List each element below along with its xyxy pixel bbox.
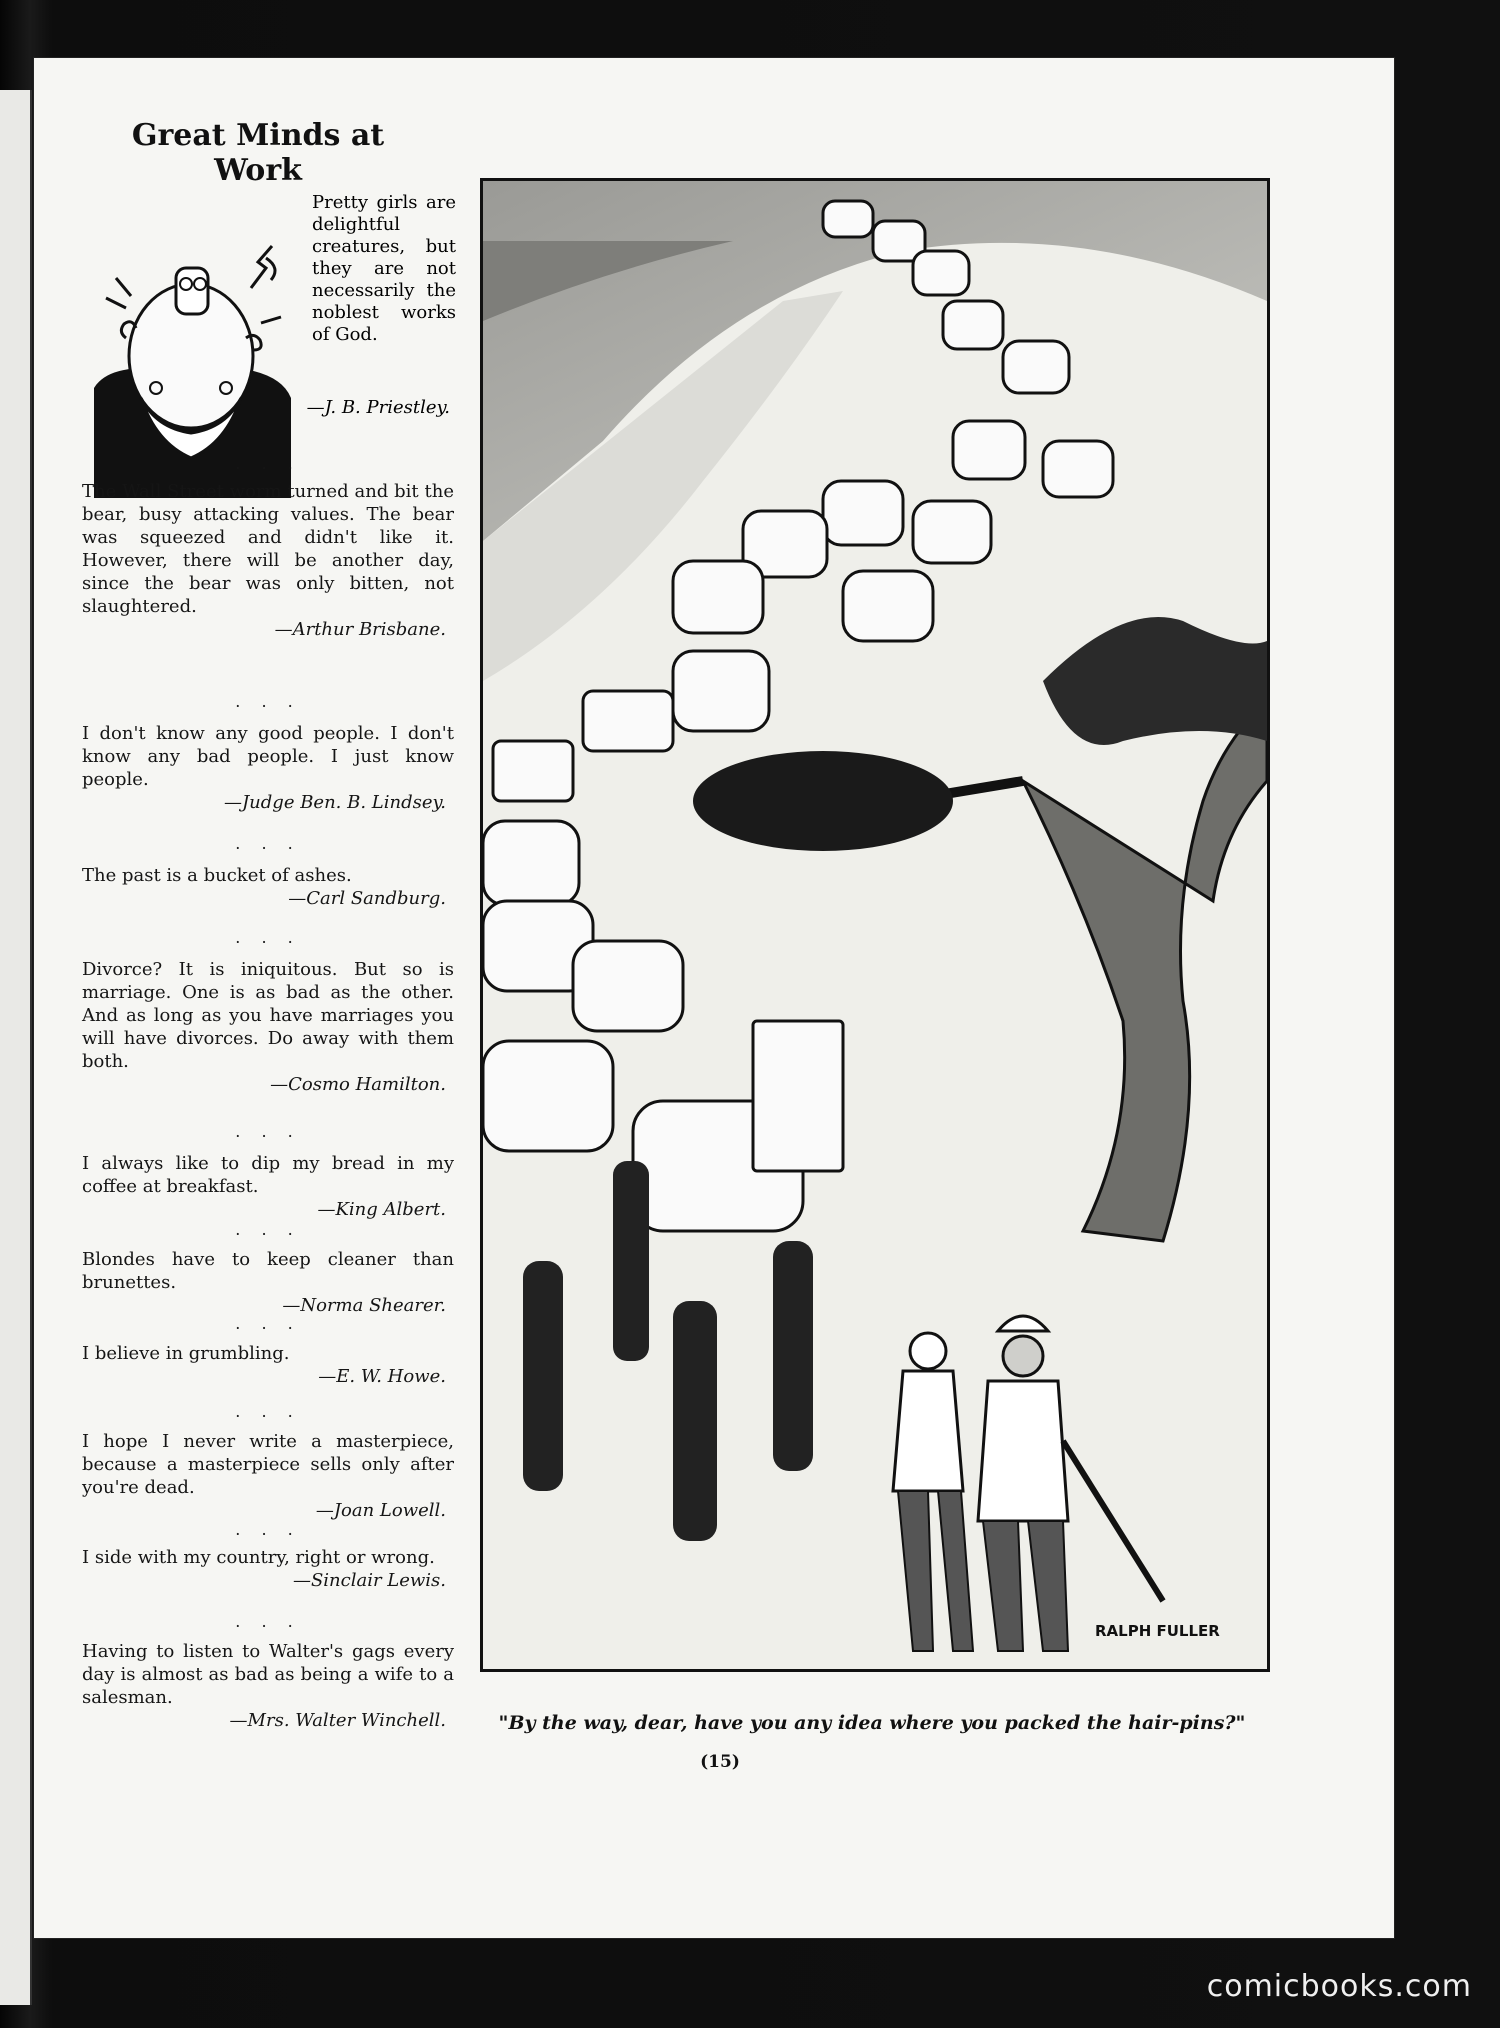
quote-attribution-5: —Cosmo Hamilton. [270,1074,446,1095]
separator-dots: . . . [235,834,301,853]
quote-8 [82,1342,454,1388]
quote-6 [82,1152,454,1221]
quote-text-3: I don't know any good people. I don't know any bad people. I just know people. [82,723,454,790]
quote-attribution-11: —Mrs. Walter Winchell. [229,1710,446,1731]
quote-11 [82,1640,454,1732]
quote-text-2: The Wall Street worm turned and bit the bear, busy attacking values. The bear was squeezed and didn't like it. However, there will be another day, since the bear was only bitten, not slaughtered. [82,481,454,617]
quote-attribution-8: —E. W. Howe. [318,1366,446,1387]
separator-dots: . . . [235,1122,301,1141]
artist-signature: RALPH FULLER [1095,1622,1220,1640]
quote-text-1: Pretty girls are delightful creatures, but they are not necessarily the noblest works of God. [312,192,456,345]
quote-text-7: Blondes have to keep cleaner than brunettes. [82,1249,454,1293]
quote-text-6: I always like to dip my bread in my coffee at breakfast. [82,1153,454,1197]
quote-3 [82,722,454,814]
quote-text-11: Having to listen to Walter's gags every day is almost as bad as being a wife to a salesman. [82,1641,454,1708]
quote-7 [82,1248,454,1317]
separator-dots: . . . [235,692,301,711]
separator-dots: . . . [235,1520,301,1539]
quote-attribution-6: —King Albert. [317,1199,446,1220]
quote-attribution-3: —Judge Ben. B. Lindsey. [223,792,446,813]
quote-attribution-1: —J. B. Priestley. [306,397,450,418]
separator-dots: . . . [235,1220,301,1239]
watermark: comicbooks.com [1206,1969,1472,2004]
quote-text-8: I believe in grumbling. [82,1343,290,1364]
quote-9 [82,1430,454,1522]
separator-dots: . . . [235,1314,301,1333]
separator-dots: . . . [235,1612,301,1631]
quote-10 [82,1546,454,1592]
quote-attribution-9: —Joan Lowell. [315,1500,446,1521]
quote-5 [82,958,454,1096]
separator-dots: . . . [235,1402,301,1421]
quote-attribution-4: —Carl Sandburg. [288,888,446,909]
separator-dots: . . . [235,454,301,473]
quote-attribution-2: —Arthur Brisbane. [274,619,446,640]
page-number: (15) [700,1752,740,1772]
quote-text-9: I hope I never write a masterpiece, because a masterpiece sells only after you're dead. [82,1431,454,1498]
quote-2 [82,480,454,641]
cartoon-caption: "By the way, dear, have you any idea where you packed the hair-pins?" [498,1712,1246,1734]
quote-4 [82,864,454,910]
cartoon-illustration [480,178,1270,1672]
quote-attribution-10: —Sinclair Lewis. [292,1570,446,1591]
quote-text-10: I side with my country, right or wrong. [82,1547,435,1568]
facing-page-edge [0,90,32,2005]
separator-dots: . . . [235,928,301,947]
quote-attribution-7: —Norma Shearer. [282,1295,446,1316]
column-title: Great Minds at Work [131,118,385,188]
quote-text-5: Divorce? It is iniquitous. But so is marriage. One is as bad as the other. And as long as you have marriages you will have divorces. Do away with them both. [82,959,454,1072]
quote-text-4: The past is a bucket of ashes. [82,865,352,886]
